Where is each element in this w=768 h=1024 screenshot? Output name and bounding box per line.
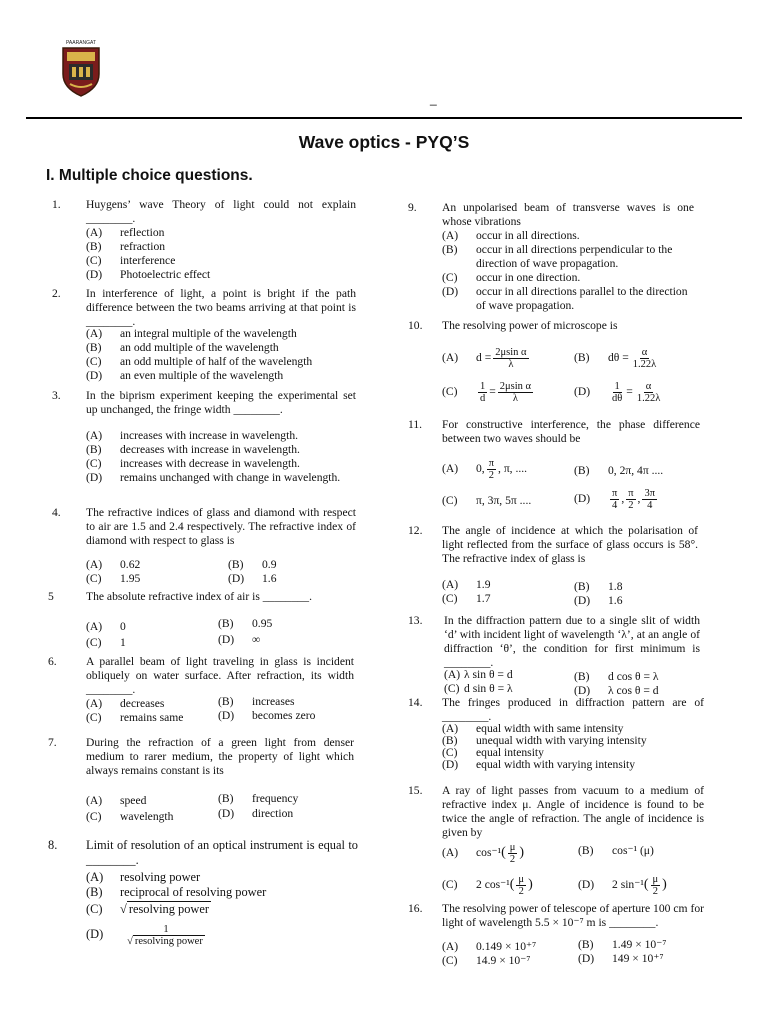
question-12 [408, 524, 708, 608]
question-2 [52, 287, 362, 385]
option-b: (B) frequency [218, 792, 299, 805]
option-b: (B) 0, 2π, 4π .... [574, 464, 664, 477]
question-number: 13. [408, 614, 423, 627]
question-text: The resolving power of telescope of aperture 100 cm for light of wavelength 5.5 × 10⁻⁷ m is ________. [442, 902, 704, 929]
option-a: (A) 0 [86, 620, 126, 633]
option-b: (B) cos⁻¹ (μ) [578, 844, 654, 857]
question-number: 7. [48, 736, 57, 749]
question-number: 9. [408, 201, 417, 214]
option-c: (C) wavelength [86, 810, 174, 823]
logo-caption: PAARANGAT [65, 40, 97, 46]
question-text: A ray of light passes from vacuum to a medium of refractive index μ. Angle of incidence is found to be twice the angle of refraction. The angle of incidence is given by [442, 784, 704, 839]
option-a: (A) decreases [86, 697, 165, 710]
option-c: (C) $\frac{1}{d}$ = $\frac{\text{2μsin α}}{\lambda}$ [442, 381, 532, 404]
question-text: For constructive interference, the phase difference between two waves should be [442, 418, 700, 445]
option-b: (B) refraction [86, 240, 166, 253]
option-d: (D) $\frac{1}{\text{√ resolving power}}$ [86, 924, 203, 947]
option-b: (B) dθ = $\frac{\alpha}{1.22\lambda}$ [574, 347, 657, 370]
question-11 [408, 418, 708, 514]
option-d: (D) 1.6 [228, 572, 277, 585]
option-d: (D) Photoelectric effect [86, 268, 211, 281]
question-number: 8. [48, 838, 58, 852]
question-text: In the diffraction pattern due to a single slit of width ‘d’ with incident light of wavelength ‘λ’, at an angle of diffraction ‘θ’, the condition for first minimum is ________. [444, 614, 700, 669]
institute-logo-icon [60, 40, 102, 98]
option-d: (D) direction [218, 807, 294, 820]
question-number: 14. [408, 696, 423, 709]
question-text: In interference of light, a point is bright if the path difference between the two beams arriving at that point is ________. [86, 287, 356, 328]
option-b: (B) 0.95 [218, 617, 273, 630]
question-number: 6. [48, 655, 57, 668]
question-text: Huygens’ wave Theory of light could not explain ________. [86, 198, 356, 225]
option-d: (D) equal width with varying intensity [442, 758, 636, 771]
question-text: Limit of resolution of an optical instrument is equal to ________. [86, 838, 358, 867]
question-number: 11. [408, 418, 423, 431]
option-a: (A) resolving power [86, 870, 201, 884]
option-c: (C) d sin θ = λ [444, 682, 513, 695]
option-d: (D) ∞ [218, 633, 261, 646]
question-text: In the biprism experiment keeping the experimental set up unchanged, the fringe width ________. [86, 389, 356, 416]
question-13 [408, 614, 708, 696]
question-number: 5 [48, 590, 54, 603]
question-text: The absolute refractive index of air is ________. [86, 590, 313, 603]
option-d: (D) 2 sin⁻¹( $\frac{\mu}{2}$ ) [578, 874, 667, 897]
option-c: (C) 2 cos⁻¹( $\frac{\mu}{2}$ ) [442, 874, 533, 897]
option-a: (A) occur in all directions. [442, 229, 580, 242]
question-number: 12. [408, 524, 423, 537]
header-mark: _ [430, 92, 437, 106]
option-c: (C) √ resolving power [86, 902, 209, 916]
option-a: (A) 0.62 [86, 558, 141, 571]
question-text: The angle of incidence at which the polarisation of light reflected from the surface of glass occurs is 58°. The refractive index of glass is [442, 524, 698, 565]
option-c: (C) increases with decrease in wavelength. [86, 457, 300, 470]
option-b: (B) increases [218, 695, 295, 708]
question-10 [408, 319, 708, 411]
option-c: (C) 1.95 [86, 572, 141, 585]
question-8 [48, 838, 362, 958]
option-b: (B) d cos θ = λ [574, 670, 659, 683]
question-3 [52, 389, 362, 501]
option-a: (A) cos⁻¹( $\frac{\mu}{2}$ ) [442, 842, 525, 865]
option-d: (D) becomes zero [218, 709, 316, 722]
question-1 [52, 198, 362, 282]
option-d: (D) 149 × 10⁺⁷ [578, 952, 664, 965]
option-d: (D) an even multiple of the wavelength [86, 369, 284, 382]
question-6 [48, 655, 362, 727]
question-text: The refractive indices of glass and diamond with respect to air are 1.5 and 2.4 respectively. The refractive index of diamond with respect to glass is [86, 506, 356, 547]
option-a: (A) 1.9 [442, 578, 491, 591]
question-text: A parallel beam of light traveling in glass is incident obliquely on water surface. After refraction, its width ________. [86, 655, 354, 696]
option-d: (D) $\frac{1}{d\theta}$ = $\frac{\alpha}{1.22\lambda}$ [574, 381, 661, 404]
option-c: (C) 14.9 × 10⁻⁷ [442, 954, 531, 967]
option-d: (D) 1.6 [574, 594, 623, 607]
option-c: (C) 1 [86, 636, 126, 649]
option-c: (C) an odd multiple of half of the wavelength [86, 355, 313, 368]
question-number: 1. [52, 198, 61, 211]
question-number: 16. [408, 902, 423, 915]
question-text: An unpolarised beam of transverse waves is one whose vibrations [442, 201, 694, 228]
question-16 [408, 902, 708, 972]
question-9 [408, 201, 698, 313]
option-a: (A) an integral multiple of the wavelength [86, 327, 297, 340]
option-b: (B) decreases with increase in wavelength. [86, 443, 300, 456]
question-text: During the refraction of a green light from denser medium to rarer medium, the property of light which always remains constant is its [86, 736, 354, 777]
question-text: The resolving power of microscope is [442, 319, 618, 332]
option-c: (C) equal intensity [442, 746, 544, 759]
question-14 [408, 696, 708, 778]
question-number: 4. [52, 506, 61, 519]
option-b: (B) 1.49 × 10⁻⁷ [578, 938, 667, 951]
question-number: 3. [52, 389, 61, 402]
option-a: (A) λ sin θ = d [444, 668, 513, 681]
option-a: (A) 0.149 × 10⁺⁷ [442, 940, 537, 953]
question-15 [408, 784, 708, 896]
option-c: (C) π, 3π, 5π .... [442, 494, 532, 507]
option-a: (A) equal width with same intensity [442, 722, 624, 735]
question-number: 10. [408, 319, 423, 332]
section-heading: I. Multiple choice questions. [46, 167, 253, 184]
question-4 [52, 506, 362, 588]
option-b: (B) an odd multiple of the wavelength [86, 341, 279, 354]
option-b: (B) unequal width with varying intensity [442, 734, 647, 747]
option-d: (D) remains unchanged with change in wavelength. [86, 471, 341, 484]
option-c: (C) remains same [86, 711, 184, 724]
option-a: (A) d = $\frac{\text{2μsin α}}{\lambda}$ [442, 347, 527, 370]
option-a: (A) 0, $\frac{\pi}{2}$ , π, .... [442, 458, 528, 481]
option-b: (B) reciprocal of resolving power [86, 885, 267, 899]
question-5 [48, 590, 362, 650]
question-text: The fringes produced in diffraction pattern are of ________. [442, 696, 704, 723]
header-divider [26, 117, 742, 119]
option-d: (D) occur in all directions parallel to the direction of wave propagation. [442, 285, 688, 312]
question-number: 15. [408, 784, 423, 797]
option-b: (B) occur in all directions perpendicular to the direction of wave propagation. [442, 243, 673, 270]
option-d: (D) $\frac{\pi}{4}$ , $\frac{\pi}{2}$ , $\frac{3\pi}{4}$ [574, 488, 655, 511]
option-a: (A) speed [86, 794, 147, 807]
option-c: (C) 1.7 [442, 592, 491, 605]
option-d: (D) λ cos θ = d [574, 684, 659, 697]
question-7 [48, 736, 362, 826]
option-c: (C) interference [86, 254, 176, 267]
option-c: (C) occur in one direction. [442, 271, 581, 284]
option-a: (A) increases with increase in wavelength. [86, 429, 299, 442]
question-number: 2. [52, 287, 61, 300]
option-b: (B) 0.9 [228, 558, 277, 571]
option-a: (A) reflection [86, 226, 165, 239]
page-title: Wave optics - PYQ’S [298, 132, 470, 152]
option-b: (B) 1.8 [574, 580, 623, 593]
